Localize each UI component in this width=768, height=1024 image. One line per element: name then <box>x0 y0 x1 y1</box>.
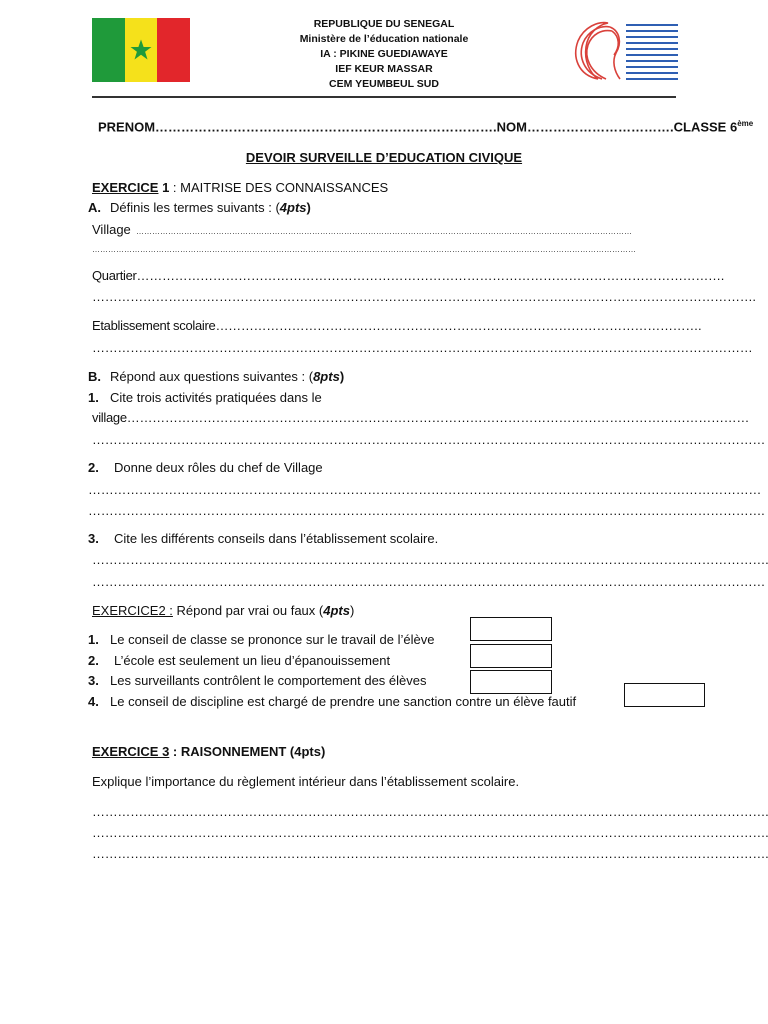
item-2-text: L’école est seulement un lieu d’épanouissement <box>114 653 391 668</box>
question-1-answer-line-2[interactable]: …………………………………………………………………………………………………………………………………………… <box>92 432 766 447</box>
quartier-answer-line[interactable]: Quartier…………………………………………………………………………………………………………………………. <box>92 268 725 283</box>
item-1-text: Le conseil de classe se prononce sur le travail de l’élève <box>110 632 435 647</box>
ex3-heading-rest: : RAISONNEMENT (4pts) <box>169 744 326 759</box>
question-3-answer-line[interactable]: ……………………………………………………………………………………………………………………………………………. <box>92 552 768 567</box>
question-3-num: 3. <box>88 531 99 546</box>
part-a-close: ) <box>306 200 311 215</box>
identity-fields: PRENOM…………………………………………………………………….NOM…………………………….CLASSE 6 <box>98 119 738 135</box>
ex3-answer-line-2[interactable]: ……………………………………………………………………………………………………………………………………………. <box>92 825 768 840</box>
part-b-letter: B. <box>88 369 101 384</box>
question-1-text: Cite trois activités pratiquées dans le <box>110 390 322 405</box>
part-b-text: Répond aux questions suivantes : ( <box>110 369 314 384</box>
header-line-republic: REPUBLIQUE DU SENEGAL <box>313 18 455 30</box>
ex3-answer-line-1[interactable]: ……………………………………………………………………………………………………………………………………………. <box>92 804 768 819</box>
question-2-num: 2. <box>88 460 99 475</box>
header-line-ief: IEF KEUR MASSAR <box>335 63 433 75</box>
ex2-heading <box>92 603 354 619</box>
ex2-heading-close: ) <box>349 603 355 618</box>
header-divider <box>92 96 676 98</box>
ex1-part-b <box>88 369 344 385</box>
etablissement-dots-2[interactable]: ………………………………………………………………………………………………………………………………………… <box>92 340 753 355</box>
header-line-ia: IA : PIKINE GUEDIAWAYE <box>320 48 448 60</box>
question-2-answer-line[interactable]: …………………………………………………………………………………………………………………………………………… <box>88 482 762 497</box>
answer-box-2[interactable] <box>470 644 552 668</box>
true-false-item-4 <box>88 694 576 710</box>
part-b-points: 8pts <box>313 369 340 384</box>
question-2 <box>88 460 323 476</box>
ex1-part-a <box>88 200 311 216</box>
ex3-heading <box>92 744 325 760</box>
etablissement-answer-line[interactable]: Etablissement scolaire……………………………………………………………………………………………………. <box>92 318 702 333</box>
answer-box-1[interactable] <box>470 617 552 641</box>
ex3-heading-label: EXERCICE 3 <box>92 744 170 759</box>
flag-band-green <box>92 18 125 82</box>
school-header <box>234 17 534 92</box>
question-1-answer-line[interactable]: village………………………………………………………………………………………………………………………………… <box>92 410 750 425</box>
village-label: Village <box>92 222 131 237</box>
flag-band-red <box>157 18 190 82</box>
ministry-logo-icon <box>568 17 680 85</box>
question-1-num: 1. <box>88 390 99 405</box>
senegal-flag-icon <box>92 18 190 82</box>
part-a-text: Définis les termes suivants : ( <box>110 200 280 215</box>
item-2-num: 2. <box>88 653 99 668</box>
quartier-dots-2[interactable]: …………………………………………………………………………………………………………………………………………. <box>92 289 756 304</box>
ex3-question: Explique l’importance du règlement intérieur dans l’établissement scolaire. <box>92 774 520 789</box>
answer-box-4[interactable] <box>624 683 705 707</box>
item-3-text: Les surveillants contrôlent le comportement des élèves <box>110 673 427 688</box>
village-dots: …………………………………………………………………………………………………………………………………………………………………… <box>136 227 632 236</box>
part-b-close: ) <box>339 369 345 384</box>
item-4-text: Le conseil de discipline est chargé de prendre une sanction contre un élève fautif <box>110 694 577 709</box>
ex1-heading-num: 1 <box>158 180 170 195</box>
question-2-answer-line-2[interactable]: ……………………………………………………………………………………………………………………………………………. <box>88 503 765 518</box>
item-1-num: 1. <box>88 632 99 647</box>
header-line-cem: CEM YEUMBEUL SUD <box>329 78 439 90</box>
answer-box-3[interactable] <box>470 670 552 694</box>
ex2-heading-points: 4pts <box>323 603 350 618</box>
part-a-letter: A. <box>88 200 101 215</box>
ex1-heading-label: EXERCICE <box>92 180 159 195</box>
true-false-item-2 <box>88 653 390 669</box>
item-3-num: 3. <box>88 673 99 688</box>
question-2-text: Donne deux rôles du chef de Village <box>114 460 323 475</box>
header-line-ministry: Ministère de l’éducation nationale <box>299 33 469 45</box>
village-dots-2[interactable]: …………………………………………………………………………………………………………………………………………………………………………………… <box>92 245 636 254</box>
page-title: DEVOIR SURVEILLE D’EDUCATION CIVIQUE <box>245 150 523 165</box>
ex1-heading-rest: : MAITRISE DES CONNAISSANCES <box>169 180 389 195</box>
part-a-points: 4pts <box>279 200 307 215</box>
ex1-heading <box>92 180 388 196</box>
village-answer-line[interactable] <box>92 222 131 238</box>
true-false-item-1 <box>88 632 434 648</box>
question-3-answer-line-2[interactable]: …………………………………………………………………………………………………………………………………………… <box>92 574 766 589</box>
student-identity-line[interactable] <box>98 119 753 134</box>
true-false-item-3 <box>88 673 427 689</box>
ex2-heading-label: EXERCICE2 : <box>92 603 173 618</box>
question-3-text: Cite les différents conseils dans l’établissement scolaire. <box>114 531 439 546</box>
ex2-heading-rest: Répond par vrai ou faux ( <box>172 603 324 618</box>
question-1 <box>88 390 322 406</box>
flag-star-icon <box>129 38 153 62</box>
ex3-answer-line-3[interactable]: ……………………………………………………………………………………………………………………………………………. <box>92 846 768 861</box>
class-superscript: ème <box>737 119 754 128</box>
item-4-num: 4. <box>88 694 99 709</box>
question-3 <box>88 531 438 547</box>
